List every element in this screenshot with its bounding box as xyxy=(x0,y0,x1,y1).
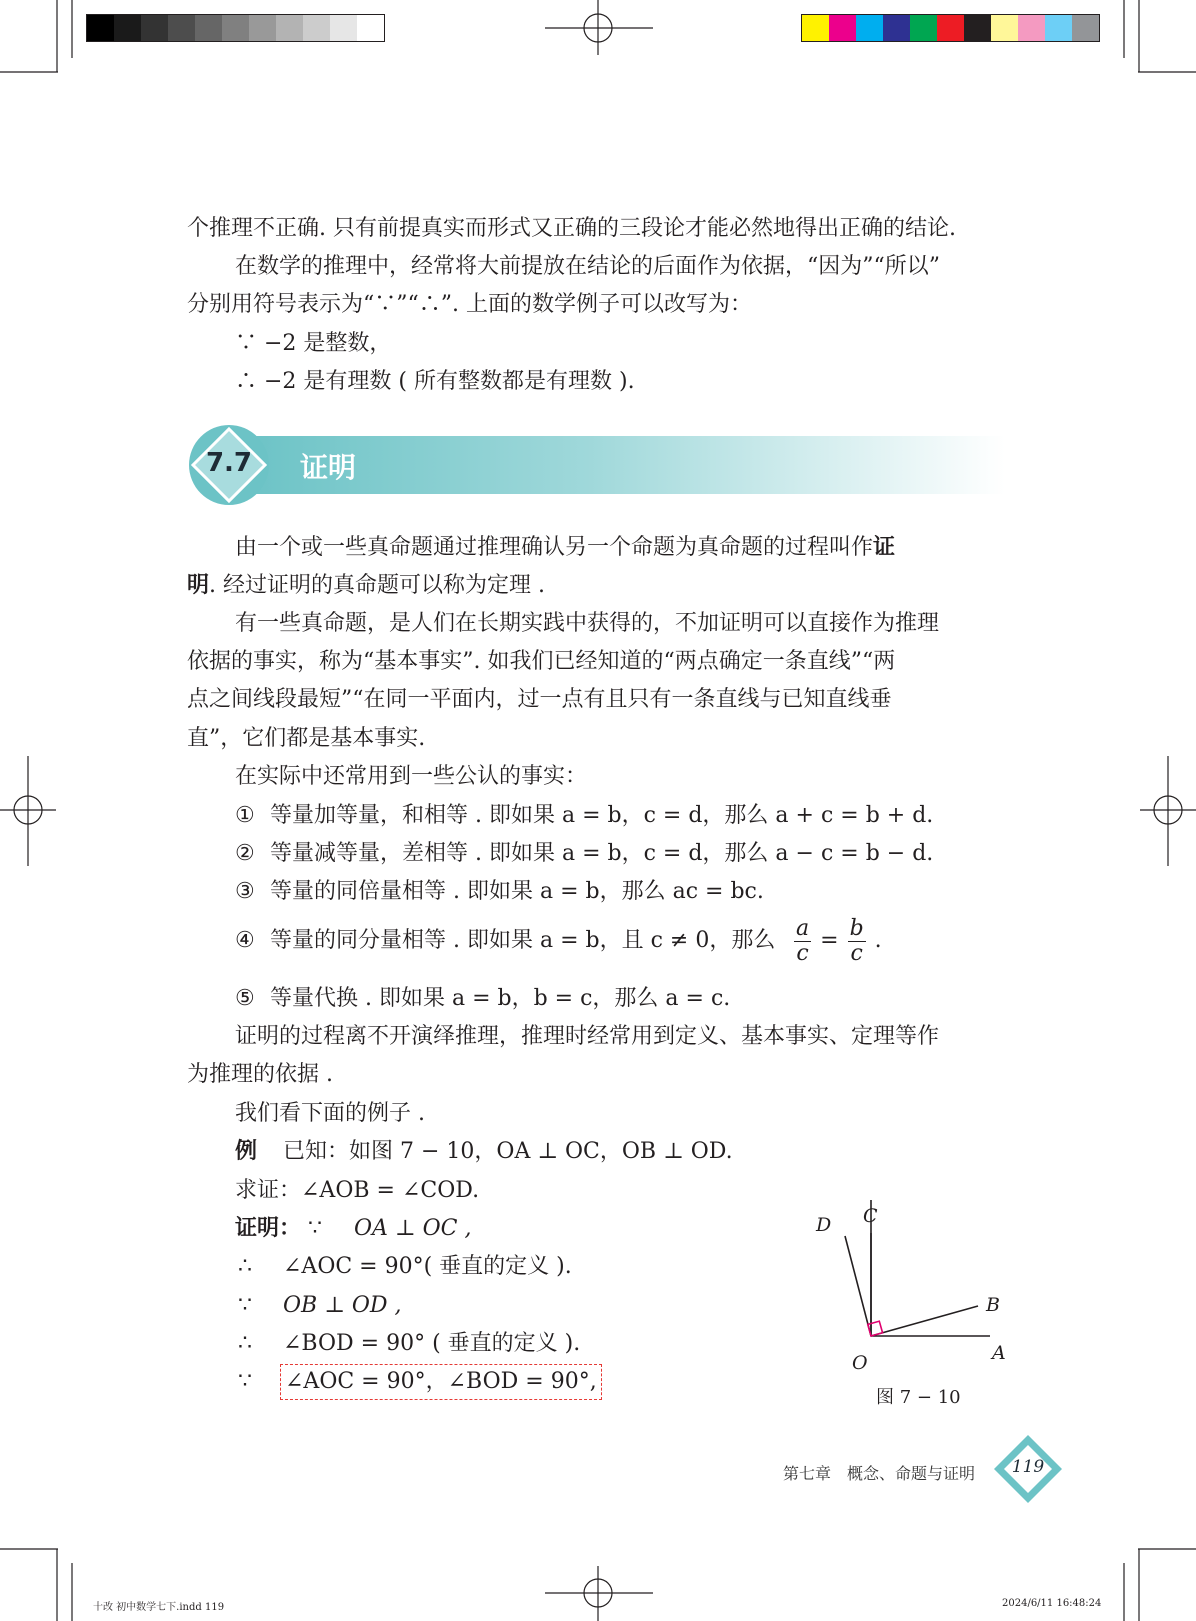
example-prove: 求证：∠AOB = ∠COD. xyxy=(235,1178,480,1203)
chapter-title: 第七章 概念、命题与证明 xyxy=(783,1464,976,1483)
print-timestamp: 2024/6/11 16:48:24 xyxy=(1002,1598,1102,1609)
paragraph-line: 我们看下面的例子 . xyxy=(235,1101,425,1126)
page-number: 119 xyxy=(1011,1457,1045,1477)
proof-line: ∵ OB ⊥ OD , xyxy=(238,1293,402,1318)
axiom-item: ③ 等量的同倍量相等 . 即如果 a = b，那么 ac = bc. xyxy=(235,879,764,904)
text-line: 在数学的推理中，经常将大前提放在结论的后面作为依据，“因为”“所以” xyxy=(235,254,940,279)
proof-line: 证明： ∵ OA ⊥ OC , xyxy=(235,1216,472,1241)
axiom-item: ② 等量减等量，差相等 . 即如果 a = b，c = d，那么 a − c = b − d. xyxy=(235,841,934,866)
paragraph-line: 证明的过程离不开演绎推理，推理时经常用到定义、基本事实、定理等作 xyxy=(235,1024,940,1049)
point-label-o: O xyxy=(852,1352,868,1374)
paragraph-line: 由一个或一些真命题通过推理确认另一个命题为真命题的过程叫作证 xyxy=(235,534,896,560)
text-line: ∵ −2 是整数， xyxy=(235,331,392,356)
paragraph-line: 直”，它们都是基本事实. xyxy=(187,726,426,751)
paragraph-line: 依据的事实，称为“基本事实”. 如我们已经知道的“两点确定一条直线”“两 xyxy=(187,649,896,674)
point-label-c: C xyxy=(863,1205,878,1227)
fraction-equation: $\frac{a}{c}$ = $\frac{b}{c}$ . xyxy=(796,915,882,966)
example-given: 例 已知：如图 7 − 10，OA ⊥ OC，OB ⊥ OD. xyxy=(235,1139,733,1164)
figure-angle-diagram xyxy=(800,1200,1020,1370)
highlighted-statement: ∠AOC = 90°，∠BOD = 90°, xyxy=(280,1364,602,1400)
point-label-d: D xyxy=(816,1214,832,1236)
proof-line: ∴ ∠BOD = 90° ( 垂直的定义 ). xyxy=(238,1331,581,1356)
section-title: 证明 xyxy=(300,451,357,484)
proof-line: ∵ ∠AOC = 90°，∠BOD = 90°, xyxy=(0,1363,1196,1401)
paragraph-line: 有一些真命题，是人们在长期实践中获得的，不加证明可以直接作为推理 xyxy=(235,611,940,636)
text-line: 分别用符号表示为“∵”“∴”. 上面的数学例子可以改写为： xyxy=(187,292,752,317)
section-number: 7.7 xyxy=(205,448,253,478)
point-label-a: A xyxy=(992,1342,1006,1364)
color-bar xyxy=(801,14,1100,42)
grayscale-bar xyxy=(86,14,385,42)
axiom-item: ④ 等量的同分量相等 . 即如果 a = b，且 c ≠ 0，那么 $\frac{a}{c}$ = $\frac{b}{c}$ . xyxy=(0,922,1196,960)
paragraph-line: 在实际中还常用到一些公认的事实： xyxy=(235,764,588,789)
point-label-b: B xyxy=(986,1294,1000,1316)
paragraph-line: 点之间线段最短”“在同一平面内，过一点有且只有一条直线与已知直线垂 xyxy=(187,687,892,712)
proof-line: ∴ ∠AOC = 90°( 垂直的定义 ). xyxy=(238,1254,572,1279)
figure-caption: 图 7 − 10 xyxy=(876,1387,961,1408)
section-header-band xyxy=(245,436,1005,494)
paragraph-line: 为推理的依据 . xyxy=(187,1062,333,1087)
text-line: 个推理不正确. 只有前提真实而形式又正确的三段论才能必然地得出正确的结论. xyxy=(187,216,956,241)
paragraph-line: 明. 经过证明的真命题可以称为定理 . xyxy=(187,572,545,598)
file-name: 十改 初中数学七下.indd 119 xyxy=(93,1602,225,1613)
axiom-item: ⑤ 等量代换 . 即如果 a = b，b = c，那么 a = c. xyxy=(235,986,731,1011)
text-line: ∴ −2 是有理数 ( 所有整数都是有理数 ). xyxy=(235,369,635,394)
axiom-item: ① 等量加等量，和相等 . 即如果 a = b，c = d，那么 a + c = b + d. xyxy=(235,803,934,828)
